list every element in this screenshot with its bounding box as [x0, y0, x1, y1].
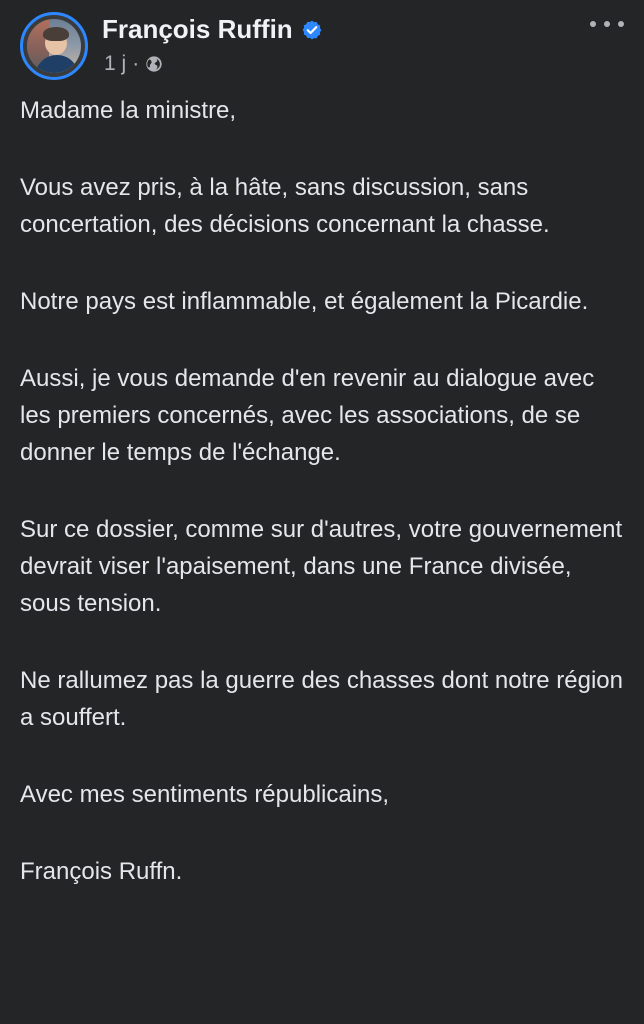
more-options-button[interactable]: [590, 12, 624, 36]
post-signature: François Ruffn.: [20, 858, 183, 885]
avatar-hair: [43, 27, 69, 41]
author-name-row: [102, 14, 323, 45]
meta-separator: ·: [132, 52, 140, 75]
post-paragraph: Madame la ministre,: [20, 97, 237, 124]
post-paragraph: Avec mes sentiments républicains,: [20, 781, 390, 808]
post-meta: [104, 52, 163, 76]
post-timestamp[interactable]: 1 j: [104, 52, 127, 75]
more-dot-icon: [618, 21, 624, 27]
author-avatar[interactable]: [20, 12, 88, 80]
post-header: [20, 12, 644, 82]
post-paragraph: Ne rallumez pas la guerre des chasses dont notre région a souffert.: [20, 667, 623, 731]
post-body: [20, 92, 624, 930]
avatar-photo: [27, 19, 81, 73]
author-name[interactable]: François Ruffin: [102, 14, 293, 44]
post-paragraph: Sur ce dossier, comme sur d'autres, votre gouvernement devrait viser l'apaisement, dans une France divisée, sous tension.: [20, 516, 623, 617]
verified-badge-icon: [301, 19, 323, 41]
post-paragraph: Notre pays est inflammable, et également la Picardie.: [20, 288, 589, 315]
more-dot-icon: [604, 21, 610, 27]
post-paragraph: Aussi, je vous demande d'en revenir au dialogue avec les premiers concernés, avec les associations, de se donner le temps de l'échange.: [20, 365, 595, 466]
post-paragraph: Vous avez pris, à la hâte, sans discussion, sans concertation, des décisions concernant la chasse.: [20, 174, 550, 238]
globe-icon[interactable]: [145, 55, 163, 73]
more-dot-icon: [590, 21, 596, 27]
